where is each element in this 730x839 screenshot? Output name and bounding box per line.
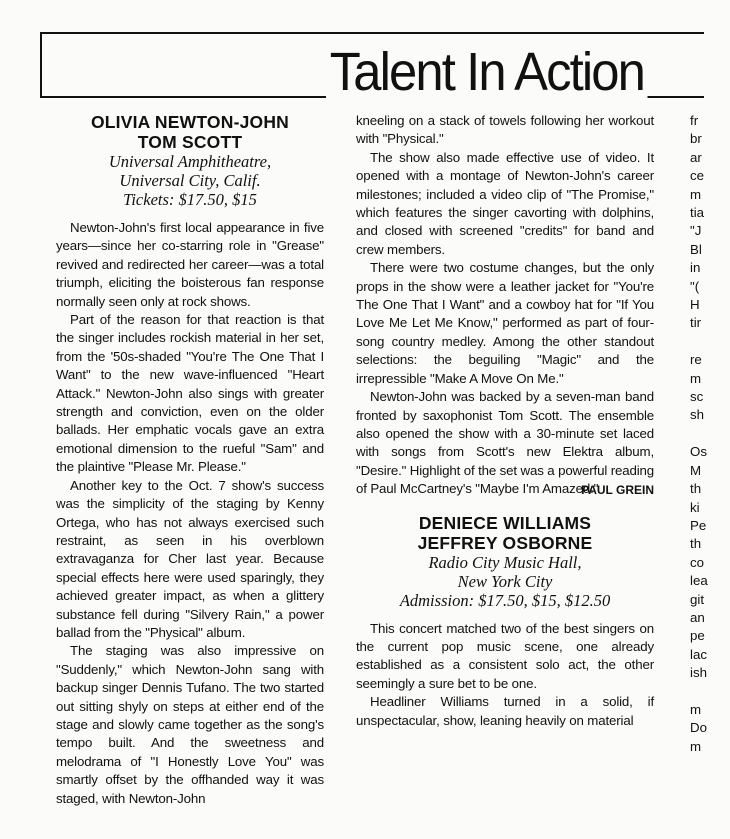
cropped-line-fragment: Os: [690, 444, 707, 460]
review-paragraph: The show also made effective use of video. It opened with a montage of Newton-John's career milestones; included a video clip of "The Promise," which features the singer cavorting with dolphins, and closed with screened "credits" for band and crew members.: [356, 149, 654, 257]
venue-line: Universal City, Calif.: [119, 171, 261, 190]
cropped-line-fragment: sc: [690, 389, 704, 405]
admission-line: Tickets: $17.50, $15: [123, 190, 257, 209]
cropped-line-fragment: lac: [690, 646, 707, 662]
artist-name: JEFFREY OSBORNE: [417, 532, 593, 553]
byline: PAUL GREIN: [581, 482, 654, 497]
cropped-line-fragment: ce: [690, 168, 705, 184]
cropped-line-fragment: an: [690, 609, 705, 625]
column-1: [56, 112, 324, 808]
cropped-line-fragment: sh: [690, 407, 705, 423]
cropped-line-fragment: re: [690, 352, 702, 368]
review-paragraph: Newton-John was backed by a seven-man band fronted by saxophonist Tom Scott. The ensemble also opened the show with a 30-minute set laced with songs from Scott's new Elektra album, "Desire." Highlight of the set was a powerful reading of Paul McCartney's "Maybe I'm Amazed.": [356, 389, 654, 497]
cropped-line-fragment: [690, 333, 730, 351]
review-header-olivia: [56, 112, 324, 209]
cropped-line-fragment: Pe: [690, 517, 707, 533]
cropped-line-fragment: ish: [690, 665, 707, 681]
cropped-line-fragment: m: [690, 738, 702, 754]
cropped-line-fragment: in: [690, 260, 701, 276]
artist-name: OLIVIA NEWTON-JOHN: [90, 112, 290, 132]
cropped-line-fragment: Do: [690, 720, 707, 736]
cropped-line-fragment: pe: [690, 628, 705, 644]
cropped-line-fragment: H: [690, 297, 700, 313]
review-paragraph: Another key to the Oct. 7 show's success was the simplicity of the staging by Kenny Ortega, who has not always exercised such restraint, as seen in his overblown extravaganza for Cher last year. Because special effects here were used sparingly, they achieved greater impact, as when a glittery substance fell during "Silvery Rain," a power ballad from the "Physical" album.: [56, 477, 324, 640]
review-paragraph: The staging was also impressive on "Suddenly," which Newton-John sang with backup singer Dennis Tufano. The two started out sitting shyly on steps at either end of the stage and slowly came together as the song's tempo built. And the sweetness and melodrama of "I Honestly Love You" was smartly offset by the offhanded way it was staged, with Newton-John: [56, 643, 324, 806]
review-paragraph: Newton-John's first local appearance in five years—since her co-starring role in "Grease" revived and redirected her career—was a total triumph, eliciting the boisterous fan response normally seen only at rock shows.: [56, 220, 324, 309]
cropped-line-fragment: m: [690, 186, 702, 202]
cropped-line-fragment: "J: [690, 223, 702, 239]
cropped-line-fragment: ki: [690, 499, 700, 515]
cropped-line-fragment: th: [690, 536, 702, 552]
header-rule-left: [40, 32, 42, 98]
cropped-line-fragment: [690, 683, 730, 701]
cropped-line-fragment: Bl: [690, 241, 702, 257]
cropped-line-fragment: co: [690, 554, 705, 570]
review-paragraph: This concert matched two of the best singers on the current pop music scene, one already established as a consistent solo act, the other seemingly a sure bet to be one.: [356, 620, 654, 691]
cropped-line-fragment: tia: [690, 205, 705, 221]
cropped-line-fragment: br: [690, 131, 702, 147]
artist-name: TOM SCOTT: [137, 132, 243, 152]
venue-line: New York City: [457, 571, 553, 591]
cropped-line-fragment: m: [690, 370, 702, 386]
review-paragraph: There were two costume changes, but the only props in the show were a leather jacket for "You're The One That I Want" and a cowboy hat for "If You Love Me Let Me Know," performed as part of four-song country medley. Among the other standout selections: the beguiling "Magic" and the irrepressible "Make A Move On Me.": [356, 260, 654, 386]
cropped-line-fragment: "(: [690, 278, 700, 294]
section-masthead: Talent In Action: [326, 40, 648, 104]
column-3-cropped: [690, 112, 730, 756]
cropped-line-fragment: m: [690, 701, 702, 717]
cropped-line-fragment: th: [690, 481, 702, 497]
cropped-line-fragment: M: [690, 462, 702, 478]
cropped-line-fragment: git: [690, 591, 705, 607]
venue-line: Radio City Music Hall,: [428, 552, 582, 572]
review-paragraph-continued: kneeling on a stack of towels following her workout with "Physical.": [356, 113, 654, 147]
column-2: [356, 112, 654, 730]
cropped-line-fragment: fr: [690, 113, 699, 128]
admission-line: Admission: $17.50, $15, $12.50: [399, 590, 611, 610]
review-paragraph: Headliner Williams turned in a solid, if unspectacular, show, leaning heavily on material: [356, 694, 654, 728]
review-header-deniece: [356, 513, 654, 610]
review-paragraph: Part of the reason for that reaction is that the singer includes rockish material in her set, from the '50s-shaded "You're The One That I Want" to the new wave-influenced "Heart Attack." Newton-John also sings with greater strength and conviction, even on the older ballads. Her emphatic vocals gave an extra emotional dimension to the rueful "Sam" and the plaintive "Please Mr. Please.": [56, 312, 324, 475]
artist-name: DENIECE WILLIAMS: [418, 512, 592, 533]
cropped-line-fragment: tir: [690, 315, 702, 331]
cropped-line-fragment: [690, 425, 730, 443]
cropped-line-fragment: lea: [690, 573, 708, 589]
header-rule-top: [40, 32, 704, 34]
cropped-line-fragment: ar: [690, 149, 702, 165]
venue-line: Universal Amphitheatre,: [108, 152, 272, 171]
